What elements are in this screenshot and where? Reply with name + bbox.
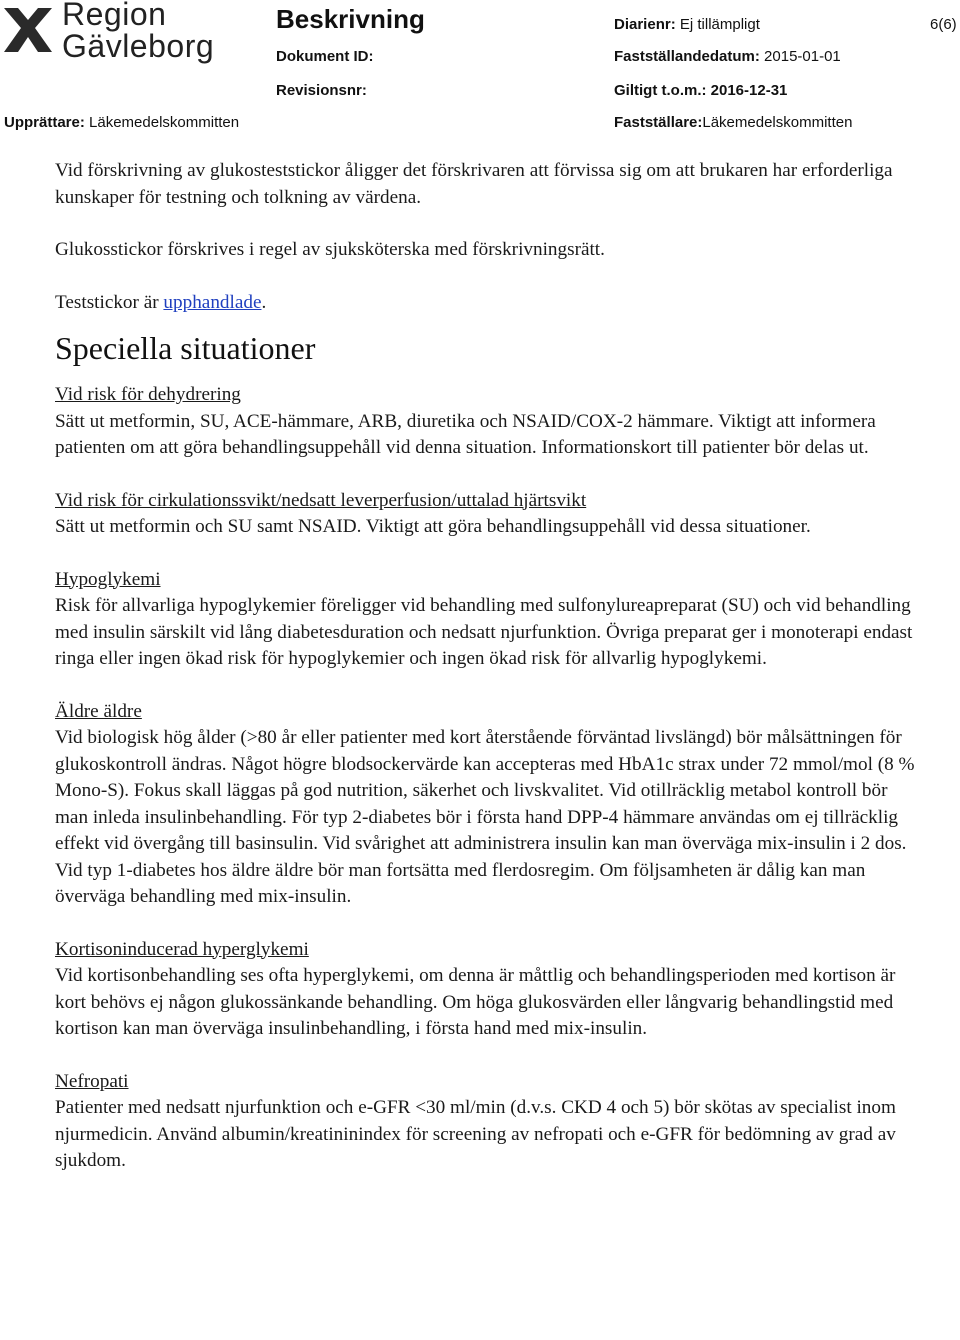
- logo-x-icon: [2, 4, 54, 56]
- paragraph-glukosstickor: Glukosstickor förskrives i regel av sjuksköterska med förskrivningsrätt.: [55, 239, 605, 260]
- faststallandedatum: Fastställandedatum: 2015-01-01: [614, 48, 841, 65]
- paragraph-forskrivning: Vid förskrivning av glukosteststickor åligger det förskrivaren att förvissa sig om att brukaren har erforderliga kunskaper för testning och tolkning av värdena.: [55, 160, 893, 208]
- page-number: 6(6): [930, 16, 957, 33]
- document-type: Beskrivning: [276, 4, 425, 34]
- paragraph-teststickor: Teststickor är upphandlade.: [55, 291, 267, 313]
- subheading-dehydrering: Vid risk för dehydrering: [55, 384, 241, 405]
- upprattare: Upprättare: Läkemedelskommitten: [4, 114, 240, 131]
- logo-wordmark: Region Gävleborg: [62, 0, 215, 64]
- section-heading: Speciella situationer: [55, 330, 316, 366]
- text-nefropati: Patienter med nedsatt njurfunktion och e-GFR <30 ml/min (d.v.s. CKD 4 och 5) bör skötas av specialist inom njurmedicin. Använd albumin/kreatininindex för screening av nefropati och e-GFR för bedömning av grad av sjukdom.: [55, 1097, 896, 1171]
- faststallare: Fastställare:Läkemedelskommitten: [614, 114, 853, 131]
- text-dehydrering: Sätt ut metformin, SU, ACE-hämmare, ARB, diuretika och NSAID/COX-2 hämmare. Viktigt att informera patienten om att göra behandlingsuppehåll vid denna situation. Informationskort till patienter bör delas ut.: [55, 410, 876, 458]
- upphandlade-link[interactable]: upphandlade: [163, 291, 262, 313]
- subheading-hypoglykemi: Hypoglykemi: [55, 568, 161, 590]
- giltigt-tom: Giltigt t.o.m.: 2016-12-31: [614, 82, 788, 99]
- subheading-aldre-aldre: Äldre äldre: [55, 700, 142, 722]
- subheading-cirkulationssvikt: Vid risk för cirkulationssvikt/nedsatt leverperfusion/uttalad hjärtsvikt: [55, 489, 587, 511]
- revisionsnr: Revisionsnr:: [276, 82, 367, 99]
- text-kortison: Vid kortisonbehandling ses ofta hyperglykemi, om denna är måttlig och behandlingsperioden med kortison är kort behövs ej någon glukossänkande behandling. Om höga glukosvärden eller långvarig behandlingstid med kortison kan man överväga insulinbehandling, i första hand med mix-insulin.: [55, 965, 896, 1039]
- region-gavleborg-logo: [2, 0, 215, 66]
- diarienr: Diarienr: Ej tillämpligt: [614, 16, 760, 33]
- text-cirkulationssvikt: Sätt ut metformin och SU samt NSAID. Viktigt att göra behandlingsuppehåll vid dessa situationer.: [55, 516, 811, 537]
- text-aldre-aldre: Vid biologisk hög ålder (>80 år eller patienter med kort återstående förväntad livslängd) bör målsättningen för glukoskontroll ändras. Något högre blodsockervärde kan accepteras med HbA1c strax under 72 mmol/mol (8 % Mono-S). Fokus skall läggas på god nutrition, säkerhet och livskvalitet. Vid otillräcklig metabol kontroll bör man inleda insulinbehandling. För typ 2-diabetes bör i första hand DPP-4 hämmare användas om ej tillräcklig effekt vid övergång till basinsulin. Vid svårighet att administrera insulin kan man överväga mix-insulin i 2 dos. Vid typ 1-diabetes hos äldre äldre bör man fortsätta med flerdosregim. Om följsamheten är dålig kan man överväga behandling med mix-insulin.: [55, 727, 915, 907]
- document-body: [55, 158, 925, 1175]
- text-hypoglykemi: Risk för allvarliga hypoglykemier föreligger vid behandling med sulfonylureapreparat (SU) och vid behandling med insulin särskilt vid lång diabetesduration och nedsatt njurfunktion. Övriga preparat ger i monoterapi endast ringa eller ingen ökad risk för hypoglykemier och ingen ökad risk för allvarlig hypoglykemi.: [55, 595, 913, 669]
- subheading-nefropati: Nefropati: [55, 1070, 129, 1092]
- dokument-id: Dokument ID:: [276, 48, 374, 65]
- document-header: [0, 0, 960, 140]
- subheading-kortison: Kortisoninducerad hyperglykemi: [55, 938, 309, 960]
